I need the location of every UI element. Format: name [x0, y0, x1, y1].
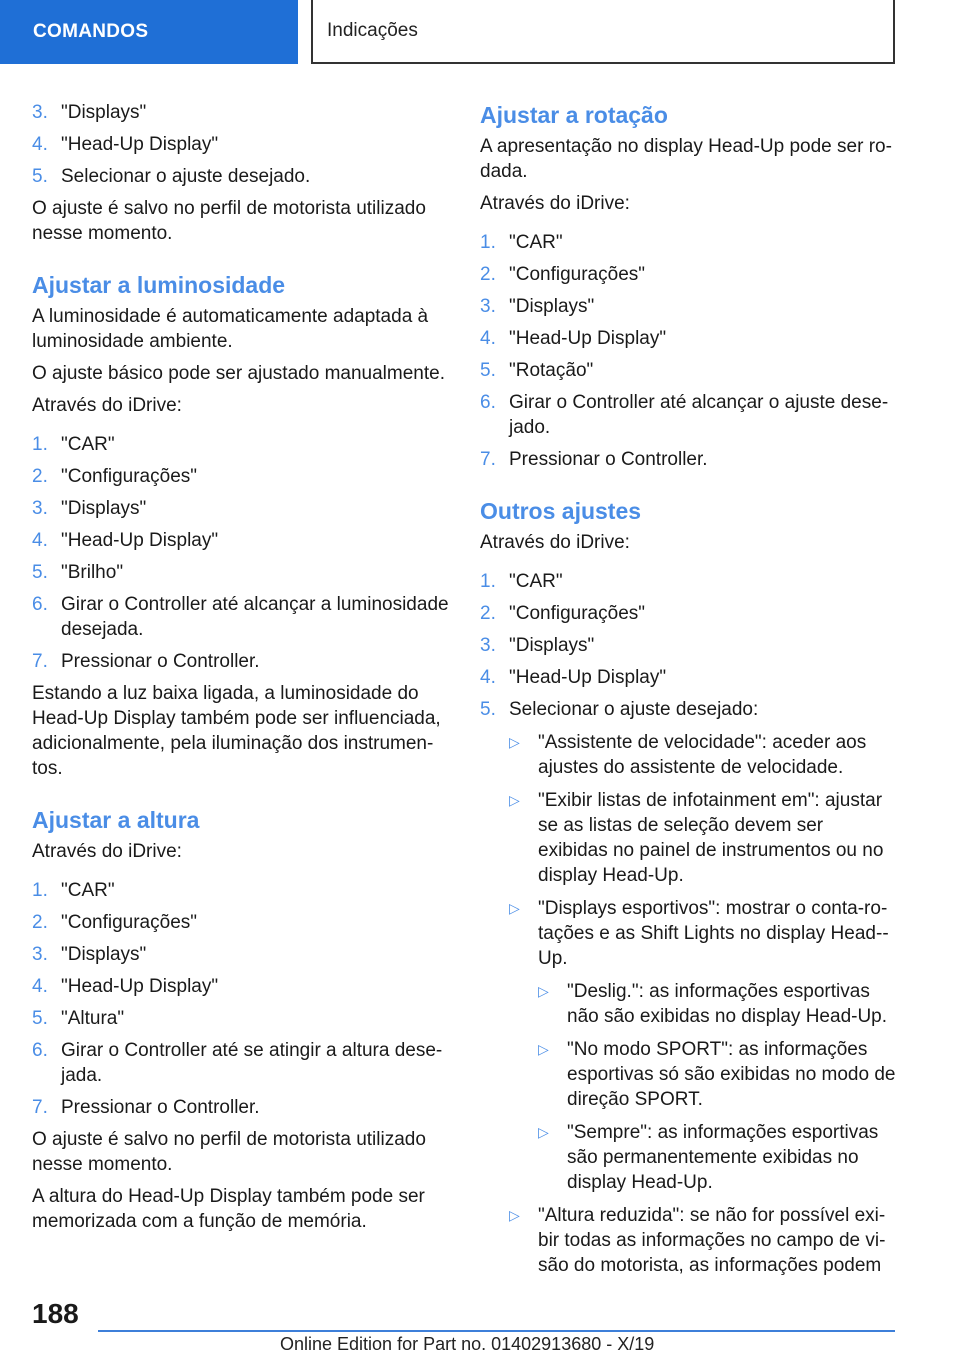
list-item	[32, 132, 452, 157]
list-item	[32, 942, 452, 967]
step-number: 3.	[480, 296, 496, 317]
step-text: Selecionar o ajuste desejado:	[509, 699, 759, 720]
list-item	[480, 697, 898, 722]
section-heading-outros: Outros ajustes	[480, 498, 642, 524]
list-item	[32, 1038, 452, 1088]
step-text: Girar o Controller até alcançar o ajuste desejado.	[509, 392, 889, 438]
list-item	[32, 528, 452, 553]
step-number: 1.	[480, 232, 496, 253]
step-number: 1.	[480, 571, 496, 592]
list-item	[32, 1095, 452, 1120]
paragraph: Através do iDrive:	[480, 532, 630, 553]
list-item	[480, 390, 898, 440]
list-item	[32, 432, 452, 457]
section-title: COMANDOS	[33, 21, 149, 42]
altura-steps	[32, 878, 452, 1120]
step-text: "Configurações"	[61, 466, 198, 487]
rotacao-steps	[480, 230, 898, 472]
left-column	[32, 100, 452, 1241]
list-item	[480, 294, 898, 319]
page-number: 188	[32, 1298, 79, 1329]
bullet-text: "Exibir listas de infotainment em": ajustar se as listas de seleção devem ser exibidas no painel de instrumentos ou no display Head-Up.	[538, 790, 884, 886]
step-number: 7.	[32, 651, 48, 672]
bullet-item	[480, 896, 898, 971]
footer-edition-text: Online Edition for Part no. 01402913680 - X/19	[280, 1334, 655, 1354]
paragraph: O ajuste básico pode ser ajustado manualmente.	[32, 363, 445, 384]
list-item	[32, 1006, 452, 1031]
step-number: 6.	[32, 1040, 48, 1061]
step-text: Girar o Controller até alcançar a luminosidade desejada.	[61, 594, 449, 640]
paragraph: A apresentação no display Head-Up pode ser rodada.	[480, 136, 892, 182]
step-text: "Configurações"	[61, 912, 198, 933]
paragraph: Estando a luz baixa ligada, a luminosidade do Head-Up Display também pode ser influenciada, adicionalmente, pela iluminação dos instrumentos.	[32, 683, 441, 779]
sub-bullet-item	[480, 979, 898, 1029]
triangle-bullet-icon: ▷	[509, 734, 520, 750]
list-item	[32, 560, 452, 585]
step-text: "Head-Up Display"	[509, 667, 667, 688]
section-heading-rotacao: Ajustar a rotação	[480, 102, 668, 128]
step-number: 4.	[480, 667, 496, 688]
step-text: "Head-Up Display"	[61, 134, 219, 155]
intro-steps	[32, 100, 452, 189]
list-item	[480, 633, 898, 658]
step-number: 2.	[32, 912, 48, 933]
step-number: 1.	[32, 880, 48, 901]
step-number: 4.	[32, 134, 48, 155]
step-number: 1.	[32, 434, 48, 455]
step-text: "CAR"	[61, 880, 115, 901]
bullet-item	[480, 730, 898, 780]
sub-bullet-item	[480, 1037, 898, 1112]
step-text: "Displays"	[61, 102, 147, 123]
step-number: 6.	[32, 594, 48, 615]
list-item	[32, 164, 452, 189]
triangle-bullet-icon: ▷	[509, 1207, 520, 1223]
list-item	[32, 496, 452, 521]
step-number: 5.	[480, 699, 496, 720]
list-item	[32, 910, 452, 935]
step-number: 4.	[32, 976, 48, 997]
step-text: "Displays"	[509, 296, 595, 317]
list-item	[480, 358, 898, 383]
step-text: "Displays"	[509, 635, 595, 656]
bullet-text: "Displays esportivos": mostrar o conta-rotações e as Shift Lights no display Head-Up.	[538, 898, 889, 969]
list-item	[32, 592, 452, 642]
step-text: "Rotação"	[509, 360, 594, 381]
bullet-text: "Assistente de velocidade": aceder aos ajustes do assistente de velocidade.	[538, 732, 867, 778]
step-text: "Brilho"	[61, 562, 124, 583]
bullet-text: "No modo SPORT": as informações esportivas só são exibidas no modo de direção SPORT.	[567, 1039, 896, 1110]
step-text: "Head-Up Display"	[61, 530, 219, 551]
list-item	[32, 464, 452, 489]
step-number: 3.	[32, 498, 48, 519]
step-text: "Head-Up Display"	[61, 976, 219, 997]
step-text: "Head-Up Display"	[509, 328, 667, 349]
list-item	[480, 326, 898, 351]
bullet-item	[480, 1203, 898, 1278]
bullet-item	[480, 788, 898, 888]
triangle-bullet-icon: ▷	[538, 1124, 549, 1140]
step-number: 6.	[480, 392, 496, 413]
step-number: 7.	[480, 449, 496, 470]
step-text: "Configurações"	[509, 603, 646, 624]
step-number: 4.	[32, 530, 48, 551]
step-text: "Altura"	[61, 1008, 125, 1029]
step-text: Selecionar o ajuste desejado.	[61, 166, 311, 187]
section-heading-luminosidade: Ajustar a luminosidade	[32, 272, 286, 298]
bullet-text: "Deslig.": as informações esportivas não são exibidas no display Head-Up.	[567, 981, 888, 1027]
sub-bullet-item	[480, 1120, 898, 1195]
step-number: 2.	[480, 603, 496, 624]
step-text: "CAR"	[509, 232, 563, 253]
list-item	[480, 447, 898, 472]
step-number: 5.	[32, 166, 48, 187]
luminosidade-steps	[32, 432, 452, 674]
step-number: 4.	[480, 328, 496, 349]
paragraph: A altura do Head-Up Display também pode ser memorizada com a função de memória.	[32, 1186, 425, 1232]
bullet-text: "Sempre": as informações esportivas são permanentemente exibidas no display Head-Up.	[567, 1122, 879, 1193]
step-number: 3.	[480, 635, 496, 656]
step-number: 2.	[480, 264, 496, 285]
step-text: Girar o Controller até se atingir a altura desejada.	[61, 1040, 443, 1086]
step-number: 3.	[32, 944, 48, 965]
section-tab	[0, 0, 298, 64]
step-text: "CAR"	[61, 434, 115, 455]
step-text: "CAR"	[509, 571, 563, 592]
paragraph: Através do iDrive:	[32, 841, 182, 862]
step-number: 5.	[32, 1008, 48, 1029]
list-item	[480, 665, 898, 690]
step-number: 7.	[32, 1097, 48, 1118]
list-item	[480, 262, 898, 287]
step-text: Pressionar o Controller.	[61, 1097, 260, 1118]
topic-tab	[311, 0, 895, 64]
bullet-text: "Altura reduzida": se não for possível exibir todas as informações no campo de visão do motorista, as informações podem	[538, 1205, 886, 1276]
list-item	[480, 230, 898, 255]
paragraph: A luminosidade é automaticamente adaptada à luminosidade ambiente.	[32, 306, 429, 352]
step-text: Pressionar o Controller.	[61, 651, 260, 672]
step-number: 5.	[32, 562, 48, 583]
step-text: "Configurações"	[509, 264, 646, 285]
list-item	[480, 601, 898, 626]
topic-title: Indicações	[327, 20, 418, 41]
step-text: "Displays"	[61, 498, 147, 519]
step-number: 5.	[480, 360, 496, 381]
step-text: "Displays"	[61, 944, 147, 965]
step-number: 3.	[32, 102, 48, 123]
triangle-bullet-icon: ▷	[509, 900, 520, 916]
step-number: 2.	[32, 466, 48, 487]
list-item	[480, 569, 898, 594]
paragraph: O ajuste é salvo no perfil de motorista utilizado nesse momento.	[32, 198, 426, 244]
list-item	[32, 974, 452, 999]
outros-steps	[480, 569, 898, 722]
list-item	[32, 100, 452, 125]
section-heading-altura: Ajustar a altura	[32, 807, 200, 833]
triangle-bullet-icon: ▷	[538, 983, 549, 999]
paragraph: O ajuste é salvo no perfil de motorista utilizado nesse momento.	[32, 1129, 426, 1175]
step-text: Pressionar o Controller.	[509, 449, 708, 470]
list-item	[32, 878, 452, 903]
list-item	[32, 649, 452, 674]
paragraph: Através do iDrive:	[32, 395, 182, 416]
right-column	[480, 100, 898, 1285]
triangle-bullet-icon: ▷	[538, 1041, 549, 1057]
triangle-bullet-icon: ▷	[509, 792, 520, 808]
paragraph: Através do iDrive:	[480, 193, 630, 214]
footer-divider	[98, 1330, 895, 1332]
